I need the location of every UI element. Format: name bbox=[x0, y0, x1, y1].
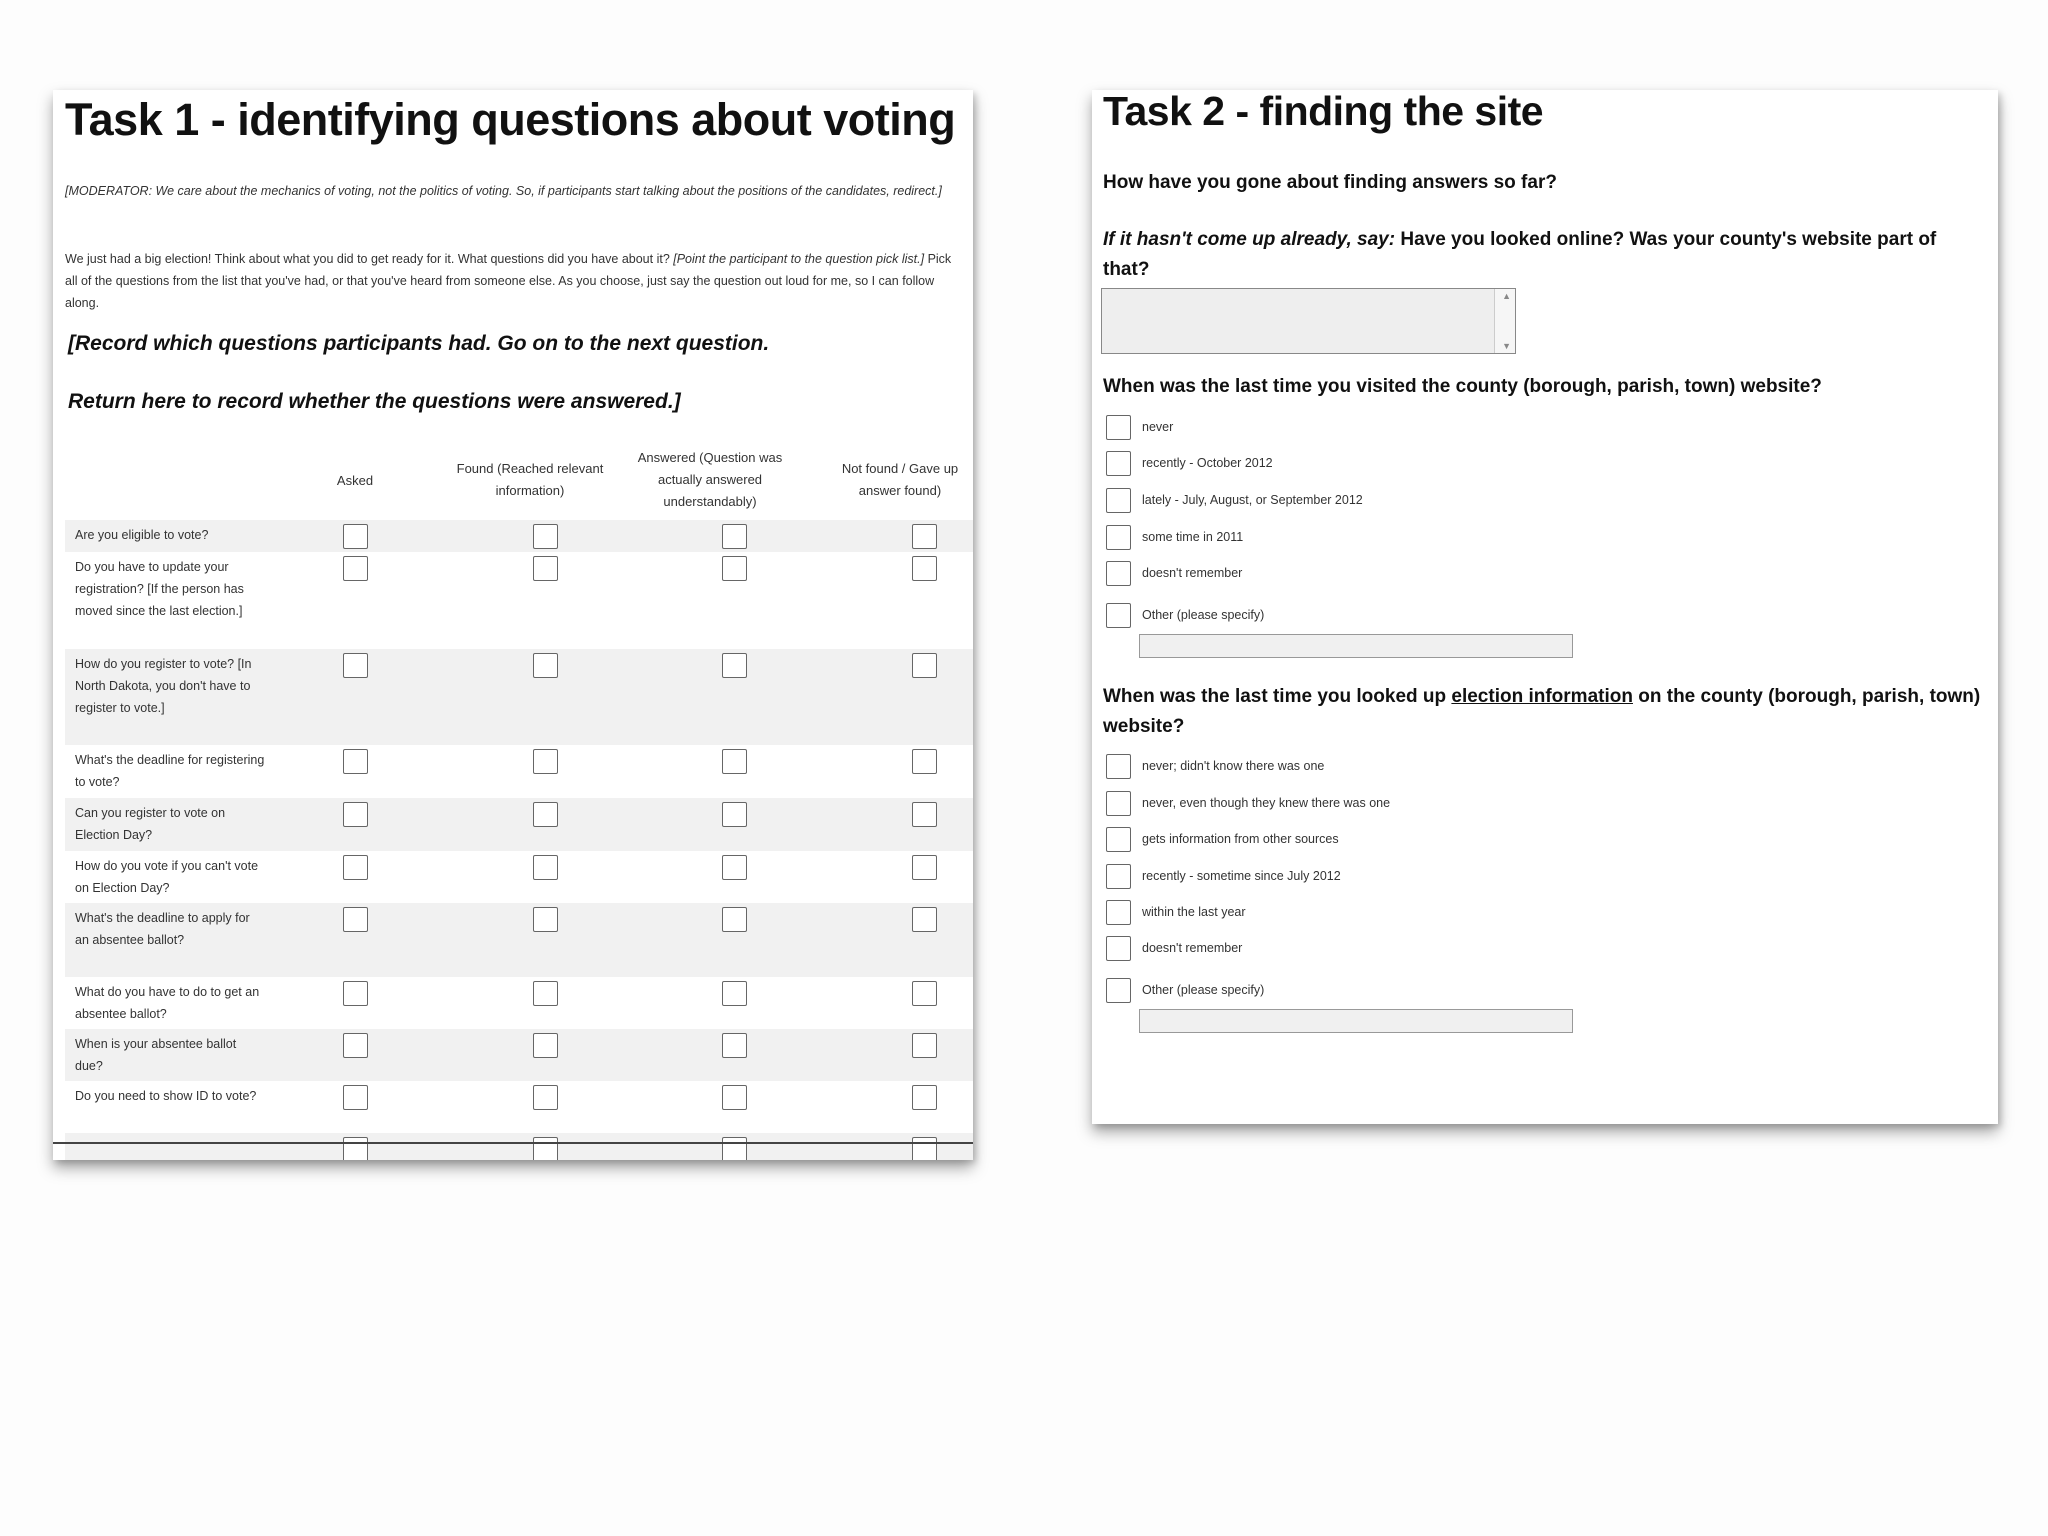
election-info-link[interactable]: election information bbox=[1451, 686, 1633, 707]
option-checkbox[interactable] bbox=[1106, 864, 1131, 889]
record-instruction: [Record which questions participants had. Go on to the next question. bbox=[68, 332, 770, 355]
found-checkbox[interactable] bbox=[533, 749, 558, 774]
scroll-down-icon[interactable]: ▼ bbox=[1502, 341, 1511, 351]
option-label: recently - October 2012 bbox=[1142, 456, 1273, 470]
found-checkbox[interactable] bbox=[533, 524, 558, 549]
not-found-checkbox[interactable] bbox=[912, 524, 937, 549]
answered-checkbox[interactable] bbox=[722, 855, 747, 880]
asked-checkbox[interactable] bbox=[343, 855, 368, 880]
option-checkbox[interactable] bbox=[1106, 936, 1131, 961]
option-label: Other (please specify) bbox=[1142, 983, 1265, 997]
prompt-rest: Have you looked online? Was your county's website part of that? bbox=[1103, 229, 1937, 280]
answered-checkbox[interactable] bbox=[722, 981, 747, 1006]
option-label: within the last year bbox=[1142, 905, 1246, 919]
option-checkbox[interactable] bbox=[1106, 488, 1131, 513]
table-bottom-line bbox=[53, 1142, 973, 1144]
asked-checkbox[interactable] bbox=[343, 1033, 368, 1058]
option-checkbox[interactable] bbox=[1106, 525, 1131, 550]
asked-checkbox[interactable] bbox=[343, 556, 368, 581]
question-label: What's the deadline to apply for an absentee ballot? bbox=[75, 911, 250, 947]
task1-title: Task 1 - identifying questions about voting bbox=[65, 94, 956, 145]
task1-sheet bbox=[53, 90, 973, 1160]
asked-checkbox[interactable] bbox=[343, 1085, 368, 1110]
found-checkbox[interactable] bbox=[533, 1033, 558, 1058]
intro-text-b: [Point the participant to the question pick list.] bbox=[673, 252, 925, 266]
option-checkbox[interactable] bbox=[1106, 451, 1131, 476]
not-found-checkbox[interactable] bbox=[912, 907, 937, 932]
answered-checkbox[interactable] bbox=[722, 1033, 747, 1058]
moderator-note: [MODERATOR: We care about the mechanics of voting, not the politics of voting. So, if participants start talking about the positions of the candidates, redirect.] bbox=[65, 184, 942, 198]
not-found-checkbox[interactable] bbox=[912, 1033, 937, 1058]
col-answered: Answered (Question was actually answered understandably) bbox=[637, 450, 783, 509]
table-row bbox=[65, 1133, 973, 1160]
not-found-checkbox[interactable] bbox=[912, 855, 937, 880]
intro-text bbox=[65, 248, 965, 314]
col-not-found: Not found / Gave up answer found) bbox=[841, 461, 959, 498]
option-checkbox[interactable] bbox=[1106, 900, 1131, 925]
asked-checkbox[interactable] bbox=[343, 1137, 368, 1160]
answered-checkbox[interactable] bbox=[722, 524, 747, 549]
found-checkbox[interactable] bbox=[533, 1085, 558, 1110]
not-found-checkbox[interactable] bbox=[912, 981, 937, 1006]
found-checkbox[interactable] bbox=[533, 802, 558, 827]
not-found-checkbox[interactable] bbox=[912, 749, 937, 774]
prompt-prefix: If it hasn't come up already, say: bbox=[1103, 229, 1396, 250]
question-looked-online bbox=[1103, 225, 1983, 285]
answered-checkbox[interactable] bbox=[722, 1085, 747, 1110]
asked-checkbox[interactable] bbox=[343, 907, 368, 932]
table-row bbox=[65, 1029, 973, 1081]
asked-checkbox[interactable] bbox=[343, 749, 368, 774]
question-table bbox=[65, 445, 973, 1160]
not-found-checkbox[interactable] bbox=[912, 1085, 937, 1110]
question-label: When is your absentee ballot due? bbox=[75, 1037, 237, 1073]
scroll-up-icon[interactable]: ▲ bbox=[1502, 291, 1511, 301]
other-specify-input-2[interactable] bbox=[1139, 1009, 1573, 1033]
not-found-checkbox[interactable] bbox=[912, 802, 937, 827]
found-checkbox[interactable] bbox=[533, 855, 558, 880]
found-checkbox[interactable] bbox=[533, 556, 558, 581]
option-checkbox[interactable] bbox=[1106, 827, 1131, 852]
return-instruction: Return here to record whether the questions were answered.] bbox=[68, 390, 681, 413]
answered-checkbox[interactable] bbox=[722, 1137, 747, 1160]
asked-checkbox[interactable] bbox=[343, 981, 368, 1006]
question-label: Do you have to update your registration? [If the person has moved since the last election.] bbox=[75, 560, 244, 618]
option-label: doesn't remember bbox=[1142, 566, 1243, 580]
found-checkbox[interactable] bbox=[533, 907, 558, 932]
not-found-checkbox[interactable] bbox=[912, 556, 937, 581]
question-label: What do you have to do to get an absentee ballot? bbox=[75, 985, 260, 1021]
option-checkbox[interactable] bbox=[1106, 561, 1131, 586]
question-text-a: When was the last time you looked up bbox=[1103, 686, 1452, 707]
question-label: Are you eligible to vote? bbox=[75, 528, 209, 542]
not-found-checkbox[interactable] bbox=[912, 653, 937, 678]
question-label: Do you need to show ID to vote? bbox=[75, 1089, 257, 1103]
option-checkbox[interactable] bbox=[1106, 603, 1131, 628]
option-checkbox[interactable] bbox=[1106, 415, 1131, 440]
answered-checkbox[interactable] bbox=[722, 749, 747, 774]
option-label: never; didn't know there was one bbox=[1142, 759, 1325, 773]
task2-sheet bbox=[1092, 90, 1998, 1124]
question-label: How do you vote if you can't vote on Election Day? bbox=[75, 859, 259, 895]
answered-checkbox[interactable] bbox=[722, 556, 747, 581]
option-checkbox[interactable] bbox=[1106, 791, 1131, 816]
asked-checkbox[interactable] bbox=[343, 802, 368, 827]
answered-checkbox[interactable] bbox=[722, 907, 747, 932]
found-checkbox[interactable] bbox=[533, 1137, 558, 1160]
question-finding-answers: How have you gone about finding answers so far? bbox=[1103, 172, 1557, 193]
table-row bbox=[65, 745, 973, 798]
asked-checkbox[interactable] bbox=[343, 524, 368, 549]
answered-checkbox[interactable] bbox=[722, 802, 747, 827]
table-row bbox=[65, 903, 973, 977]
table-row bbox=[65, 798, 973, 851]
question-election-info bbox=[1103, 682, 1983, 742]
col-found: Found (Reached relevant information) bbox=[456, 461, 604, 498]
task2-title: Task 2 - finding the site bbox=[1103, 90, 1544, 134]
answered-checkbox[interactable] bbox=[722, 653, 747, 678]
asked-checkbox[interactable] bbox=[343, 653, 368, 678]
option-label: never, even though they knew there was one bbox=[1142, 796, 1391, 810]
question-label: What's the deadline for registering to vote? bbox=[75, 753, 265, 789]
table-row bbox=[65, 520, 973, 552]
found-checkbox[interactable] bbox=[533, 981, 558, 1006]
question-label: Can you register to vote on Election Day? bbox=[75, 806, 226, 842]
option-label: Other (please specify) bbox=[1142, 608, 1265, 622]
intro-text-a: We just had a big election! Think about what you did to get ready for it. What questions did you have about it? bbox=[65, 252, 674, 266]
option-label: some time in 2011 bbox=[1142, 530, 1244, 544]
other-specify-input[interactable] bbox=[1139, 634, 1573, 658]
option-label: gets information from other sources bbox=[1142, 832, 1339, 846]
found-checkbox[interactable] bbox=[533, 653, 558, 678]
intro-text-c: Pick all of the questions from the list that you've had, or that you've heard from someone else. As you choose, just say the question out loud for me, so I can follow along. bbox=[65, 252, 952, 310]
option-label: doesn't remember bbox=[1142, 941, 1243, 955]
table-row bbox=[65, 649, 973, 745]
textarea-scrollbar[interactable] bbox=[1494, 289, 1515, 353]
table-row bbox=[65, 977, 973, 1029]
question-last-visit: When was the last time you visited the county (borough, parish, town) website? bbox=[1103, 376, 1822, 397]
question-label: How do you register to vote? [In North Dakota, you don't have to register to vote.] bbox=[75, 657, 252, 715]
option-label: recently - sometime since July 2012 bbox=[1142, 869, 1341, 883]
option-label: lately - July, August, or September 2012 bbox=[1142, 493, 1363, 507]
option-checkbox[interactable] bbox=[1106, 978, 1131, 1003]
question-text-b: on the county (borough, parish, town) website? bbox=[1103, 686, 1981, 737]
not-found-checkbox[interactable] bbox=[912, 1137, 937, 1160]
option-label: never bbox=[1142, 420, 1174, 434]
table-row bbox=[65, 552, 973, 649]
table-row bbox=[65, 851, 973, 903]
table-row bbox=[65, 1081, 973, 1133]
option-checkbox[interactable] bbox=[1106, 754, 1131, 779]
col-asked: Asked bbox=[336, 473, 374, 488]
answer-textarea[interactable] bbox=[1101, 288, 1516, 354]
table-header bbox=[65, 445, 973, 520]
